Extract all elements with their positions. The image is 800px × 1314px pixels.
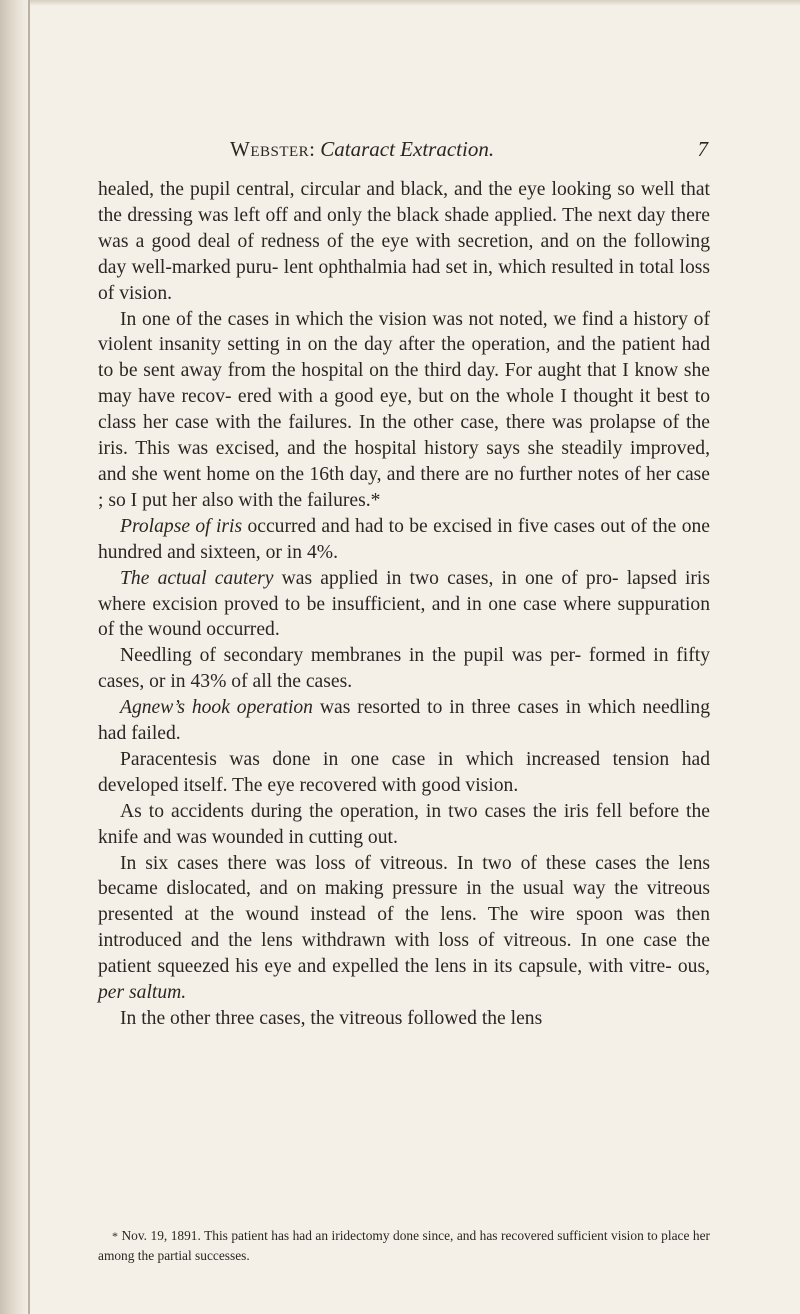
paragraph-lead: The actual cautery xyxy=(120,567,274,589)
paragraph: healed, the pupil central, circular and black, and the eye looking so well that the dressing was left off and only the black shade applied. The next day there was a good deal of redness of the eye with secretion, and on the following day well-marked puru- lent ophthalmia had set in, which resulted in total loss of vision. xyxy=(98,179,710,304)
running-head xyxy=(230,134,494,164)
book-binding-line xyxy=(28,0,30,1314)
book-binding-shadow xyxy=(0,0,30,1314)
paragraph: Needling of secondary membranes in the pupil was per- formed in fifty cases, or in 43% of all the cases. xyxy=(98,645,710,693)
body-text xyxy=(98,177,710,1032)
footnote-text: Nov. 19, 1891. This patient has had an iridectomy done since, and has recovered sufficient vision to place her among the partial successes. xyxy=(98,1228,710,1263)
paragraph-italic-tail: per saltum. xyxy=(98,982,187,1004)
paragraph-rest: occurred and had to be excised in five cases out of the one hundred and sixteen, or in 4%. xyxy=(98,515,710,563)
paragraph xyxy=(98,851,710,1006)
page-top-edge xyxy=(0,0,800,6)
header-separator: : xyxy=(309,137,321,161)
paragraph xyxy=(98,566,710,644)
paragraph-lead: Prolapse of iris xyxy=(120,515,243,537)
paragraph: Paracentesis was done in one case in which increased tension had developed itself. The eye recovered with good vision. xyxy=(98,748,710,796)
page-number: 7 xyxy=(697,137,708,161)
paragraph: In one of the cases in which the vision was not noted, we find a history of violent insanity setting in on the day after the operation, and the patient had to be sent away from the hospital on the third day. For aught that I know she may have recov- ered with a good eye, but on the whole I thought it best to class her case with the failures. In the other case, there was prolapse of the iris. This was excised, and the hospital history says she steadily improved, and she went home on the 16th day, and there are no further notes of her case ; so I put her also with the failures.* xyxy=(98,308,710,511)
header-author: Webster xyxy=(230,137,310,161)
paragraph: As to accidents during the operation, in two cases the iris fell before the knife and was wounded in cutting out. xyxy=(98,800,710,848)
header-title: Cataract Extraction. xyxy=(320,137,495,161)
paragraph: In the other three cases, the vitreous followed the lens xyxy=(120,1008,543,1029)
paragraph-body: In six cases there was loss of vitreous. In two of these cases the lens became dislocated, and on making pressure in the usual way the vitreous presented at the wound instead of the lens. The wire spoon was then introduced and the lens withdrawn with loss of vitreous. In one case the patient squeezed his eye and expelled the lens in its capsule, with vitre- ous, xyxy=(98,852,710,978)
footnote xyxy=(98,1226,710,1265)
running-header xyxy=(148,134,708,164)
paragraph-rest: was resorted to in three cases in which needling had failed. xyxy=(98,697,710,745)
paragraph xyxy=(98,695,710,747)
paragraph xyxy=(98,514,710,566)
paragraph-lead: Agnew’s hook operation xyxy=(120,697,313,719)
footnote-mark: * xyxy=(112,1229,118,1243)
paragraph-rest: was applied in two cases, in one of pro- lapsed iris where excision proved to be insufficient, and in one case where suppuration of the wound occurred. xyxy=(98,567,710,641)
